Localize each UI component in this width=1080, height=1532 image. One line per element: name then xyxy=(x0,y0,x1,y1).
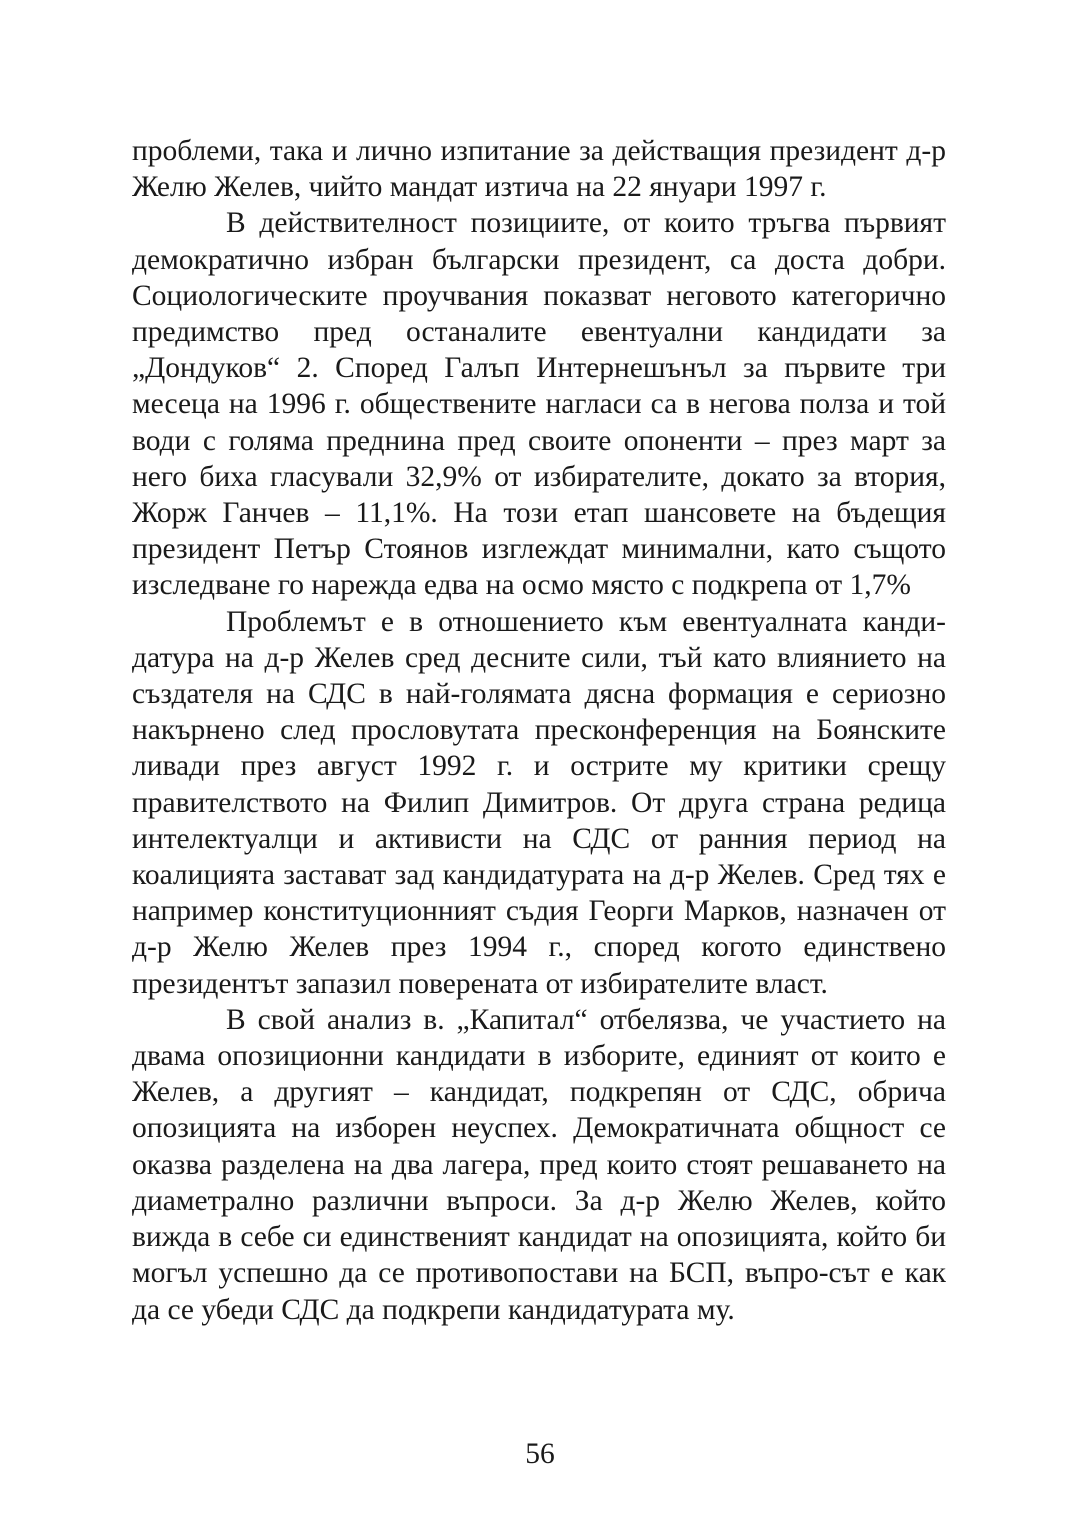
paragraph-kapital-analysis: В свой анализ в. „Капитал“ отбелязва, че участието на двама опозиционни кандидати в изборите, единият от които е Желев, а другият – кандидат, подкрепян от СДС, обрича опозицията на изборен неуспех. Демократичната общност се оказва разделена на два лагера, пред които стоят решаването на диаметрално различни въпроси. За д-р Желю Желев, който вижда в себе си единственият кандидат на опозицията, който би могъл успешно да се противопостави на БСП, въпро-сът е как да се убеди СДС да подкрепи кандидатурата му. xyxy=(132,1003,946,1326)
paragraph-continuation: проблеми, така и лично изпитание за действащия президент д-р Желю Желев, чийто мандат изтича на 22 януари 1997 г. xyxy=(132,135,946,204)
body-text xyxy=(132,133,946,1328)
paragraph-right-wing-relations: Проблемът е в отношението към евентуалната кандидатура на д-р Желев сред десните сили, тъй като влиянието на създателя на СДС в най-голямата дясна формация е сериозно накърнено след прословутата пресконференция на Боянските ливади през август 1992 г. и острите му критики срещу правителството на Филип Димитров. От друга страна редица интелектуалци и активисти на СДС от ранния период на коалицията застават зад кандидатурата на д-р Желев. Сред тях е например конституционният съдия Георги Марков, назначен от д-р Желю Желев през 1994 г., според когото единствено президентът запазил поверената от избирателите власт. xyxy=(132,605,946,1000)
page-number: 56 xyxy=(525,1438,555,1470)
paragraph-president-positions: В действителност позициите, от които тръгва първият демократично избран български президент, са доста добри. Социологическите проучвания показват неговото категорично предимство пред останалите евентуални кандидати за „Дондуков“ 2. Според Галъп Интернешънъл за първите три месеца на 1996 г. обществените нагласи са в негова полза и той води с голяма преднина пред своите опоненти – през март за него биха гласували 32,9% от избирателите, докато за втория, Жорж Ганчев – 11,1%. На този етап шансовете на бъдещия президент Петър Стоянов изглеждат минимални, като същото изследване го нарежда едва на осмо място с подкрепа от 1,7% xyxy=(132,207,946,602)
